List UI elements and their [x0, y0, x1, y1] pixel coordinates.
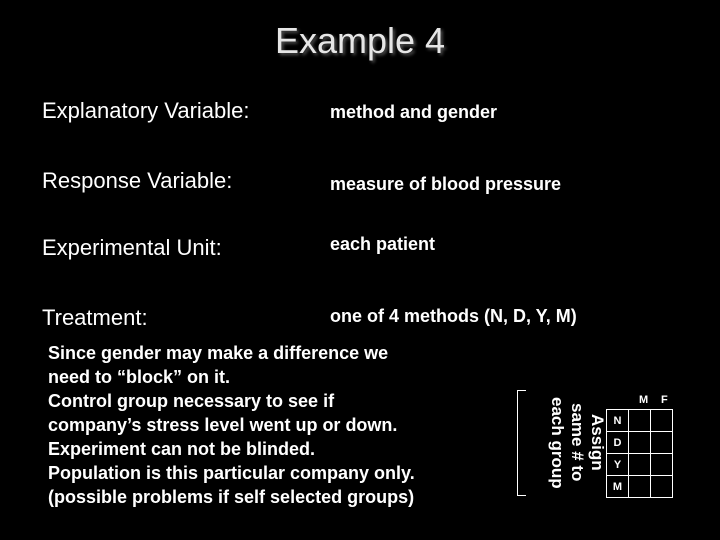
slide-title: Example 4 [274, 20, 446, 61]
treatment-label: Treatment: [42, 305, 148, 330]
note-line: Experiment can not be blinded. [48, 439, 316, 459]
row-label-d: D [607, 432, 629, 454]
col-header-f: F [661, 394, 668, 406]
assign-line: each group [548, 396, 567, 489]
response-variable-label: Response Variable: [42, 168, 233, 193]
grid-cell [629, 454, 651, 476]
note-line: Control group necessary to see if [48, 391, 335, 411]
grid-cell [651, 476, 673, 498]
note-line: Population is this particular company only. [48, 463, 415, 483]
diagram-bracket [517, 390, 526, 496]
grid-cell [651, 410, 673, 432]
response-variable-value: measure of blood pressure [330, 174, 562, 194]
row-label-y: Y [607, 454, 629, 476]
experimental-unit-value: each patient [330, 234, 436, 254]
row-label-n: N [607, 410, 629, 432]
assign-line: same # to [568, 403, 587, 482]
grid-cell [629, 410, 651, 432]
experimental-unit-label: Experimental Unit: [42, 235, 222, 260]
grid-cell [651, 454, 673, 476]
note-line: need to “block” on it. [48, 367, 231, 387]
grid-cell [629, 432, 651, 454]
treatment-value: one of 4 methods (N, D, Y, M) [330, 306, 577, 326]
note-line: company’s stress level went up or down. [48, 415, 398, 435]
grid-row [607, 410, 673, 432]
assign-line: Assign [588, 414, 607, 471]
grid-row [607, 476, 673, 498]
explanatory-variable-value: method and gender [330, 102, 498, 122]
grid-row [607, 432, 673, 454]
notes-block [48, 341, 478, 509]
note-line: Since gender may make a difference we [48, 343, 389, 363]
grid-row [607, 454, 673, 476]
grid-cell [629, 476, 651, 498]
row-label-m: M [607, 476, 629, 498]
explanatory-variable-label: Explanatory Variable: [42, 98, 250, 123]
assign-rotated-label [532, 391, 607, 494]
col-header-m: M [639, 394, 649, 406]
grid-cell [651, 432, 673, 454]
note-line: (possible problems if self selected groups) [48, 487, 415, 507]
block-grid [606, 409, 673, 498]
